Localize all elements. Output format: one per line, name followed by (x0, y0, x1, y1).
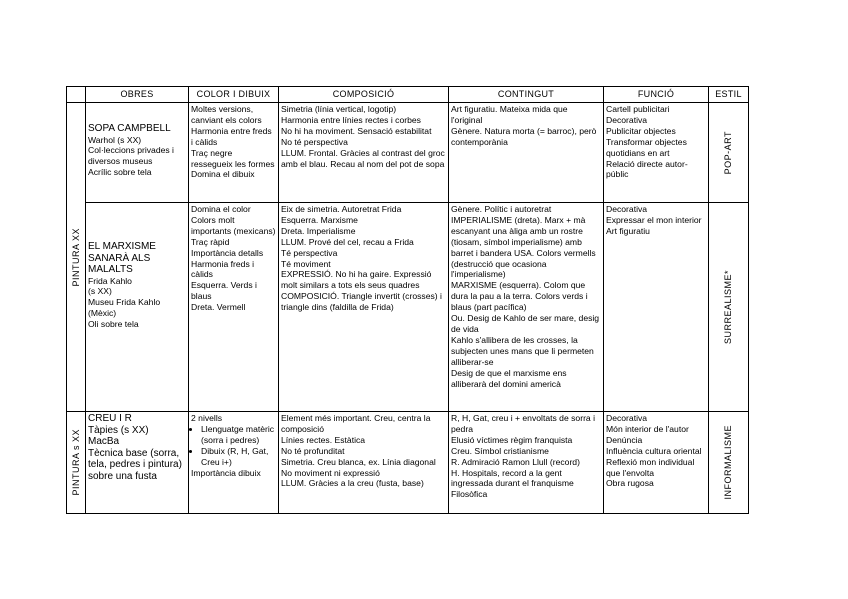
estil-cell (709, 203, 749, 412)
funcio-cell (604, 203, 709, 412)
text-line: Esquerra. Verds i blaus (191, 280, 257, 302)
text-line: Relació directe autor-públic (606, 158, 688, 180)
header-row (67, 87, 749, 103)
composicio-cell (279, 103, 449, 203)
text-line: Obra rugosa (606, 478, 654, 489)
estil-label: SURREALISME* (723, 269, 734, 345)
text-line: Gènere. Natura morta (= barroc), però contemporània (451, 125, 597, 147)
text-line: Art figuratiu (606, 225, 650, 236)
text-line: 2 nivells (191, 413, 223, 423)
text-line: Influència cultura oriental (606, 445, 702, 456)
table-row (67, 412, 749, 514)
text-line: Traç ràpid (191, 236, 230, 247)
contingut-cell (449, 203, 604, 412)
text-line: IMPERIALISME (dreta). Marx + mà escanyant una àliga amb un rostre (tiosam, símbol imperialisme) amb barret i bandera USA. Colors vermells (destrucció que ocasiona l'imperialisme) (451, 214, 596, 280)
text-line: Dreta. Vermell (191, 302, 246, 313)
table-row (67, 203, 749, 412)
funcio-cell (604, 103, 709, 203)
text-line: Línies rectes. Estàtica (281, 434, 366, 445)
text-line: Publicitar objectes (606, 125, 676, 136)
text-line: Té moviment (281, 258, 331, 269)
text-line: Cartell publicitari (606, 104, 670, 114)
artwork-author: Frida Kahlo (88, 275, 132, 286)
color-cell (189, 203, 279, 412)
text-line: H. Hospitals, record a la gent ingressada durant el franquisme (451, 467, 574, 489)
text-line: Ou. Desig de Kahlo de ser mare, desig de vida (451, 313, 600, 334)
text-line: No té perspectiva (281, 136, 348, 147)
text-line: Simetria. Creu blanca, ex. Línia diagonal (281, 456, 436, 467)
text-line: LLUM. Prové del cel, recau a Frida (281, 236, 414, 247)
text-line: Harmonia entre línies rectes i corbes (281, 114, 421, 125)
text-line: Colors molt importants (mexicans) (191, 214, 276, 236)
text-line: Denúncia (606, 434, 643, 445)
artwork-technique: Tècnica base (sorra, tela, pedres i pintura) sobre una fusta (88, 447, 182, 482)
list-item: • Dibuix (R, H, Gat, Creu i+) (201, 446, 276, 468)
header-estil: ESTIL (709, 87, 749, 103)
group-label: PINTURA XX (70, 227, 81, 287)
estil-cell (709, 103, 749, 203)
artwork-author: Warhol (s XX) (88, 134, 142, 145)
text-line: Moltes versions, canviant els colors (191, 104, 262, 125)
color-list (191, 424, 276, 468)
composicio-cell (279, 412, 449, 514)
estil-cell (709, 412, 749, 514)
group-label-cell (67, 103, 86, 412)
text-line: Desig de que el marxisme ens alliberarà del domini americà (451, 367, 567, 389)
text-line: Importància detalls (191, 247, 264, 258)
text-line: Esquerra. Marxisme (281, 214, 358, 225)
text-line: Traç negre ressegueix les formes (191, 147, 275, 169)
text-line: Món interior de l'autor (606, 423, 689, 434)
artwork-technique: Oli sobre tela (88, 319, 139, 330)
group-label-cell (67, 412, 86, 514)
group-label: PINTURA s XX (70, 429, 81, 496)
obres-cell (86, 103, 189, 203)
header-composicio: COMPOSICIÓ (279, 87, 449, 103)
contingut-cell (449, 412, 604, 514)
text-line: No hi ha moviment. Sensació estabilitat (281, 125, 432, 136)
estil-label: INFORMALISME (723, 425, 734, 500)
text-line: Harmonia entre freds i càlids (191, 125, 272, 147)
text-line: LLUM. Gràcies a la creu (fusta, base) (281, 478, 424, 489)
comparison-table (66, 86, 749, 514)
color-cell (189, 103, 279, 203)
text-line: LLUM. Frontal. Gràcies al contrast del groc amb el blau. Recau al nom del pot de sopa (281, 147, 445, 169)
text-line: Domina el dibuix (191, 169, 255, 180)
text-line: Reflexió mon individual que l'envolta (606, 456, 695, 478)
text-line: Element més important. Creu, centra la composició (281, 413, 431, 434)
text-line: Decorativa (606, 413, 648, 423)
estil-label: POP-ART (723, 130, 734, 175)
artwork-title: CREU I R (88, 413, 132, 424)
artwork-technique: Acrílic sobre tela (88, 167, 152, 178)
text-line: R. Admiració Ramon Llull (record) (451, 456, 580, 467)
header-obres: OBRES (86, 87, 189, 103)
table-row (67, 103, 749, 203)
artwork-date: (s XX) (88, 286, 112, 297)
text-line: MARXISME (esquerra). Colom que dura la pau a la terra. Colors verds i blaus (part pacífica) (451, 280, 588, 313)
artwork-title: EL MARXISME SANARÀ ALS MALALTS (88, 241, 156, 275)
obres-cell (86, 203, 189, 412)
color-cell (189, 412, 279, 514)
header-color: COLOR I DIBUIX (189, 87, 279, 103)
text-line: Transformar objectes quotidians en art (606, 136, 687, 158)
text-line: Filosòfica (451, 489, 488, 500)
text-line: R, H, Gat, creu i + envoltats de sorra i pedra (451, 413, 596, 434)
text-line: Dreta. Imperialisme (281, 225, 356, 236)
text-line: COMPOSICIÓ. Triangle invertit (crosses) i triangle dins (faldilla de Frida) (281, 291, 442, 313)
text-line: EXPRESSIÓ. No hi ha gaire. Expressió molt similars a tots els seus quadres (281, 269, 432, 291)
text-line: Kahlo s'allibera de les crosses, la subjecten unes mans que li permeten alliberar-se (451, 334, 594, 367)
text-line: Expressar el mon interior (606, 214, 702, 225)
text-line: Harmonia freds i càlids (191, 258, 255, 280)
text-line: Decorativa (606, 204, 648, 214)
text-line: Importància dibuix (191, 467, 261, 478)
header-empty (67, 87, 86, 103)
artwork-location: Museu Frida Kahlo (Mèxic) (88, 297, 161, 319)
funcio-cell (604, 412, 709, 514)
header-contingut: CONTINGUT (449, 87, 604, 103)
text-line: No té profunditat (281, 445, 345, 456)
composicio-cell (279, 203, 449, 412)
text-line: Simetria (línia vertical, logotip) (281, 104, 397, 114)
text-line: Domina el color (191, 204, 251, 214)
artwork-location: MacBa (88, 436, 120, 447)
text-line: Art figuratiu. Mateixa mida que l'original (451, 104, 568, 125)
artwork-author: Tàpies (s XX) (88, 424, 149, 436)
obres-cell (86, 412, 189, 514)
text-line: Decorativa (606, 114, 648, 125)
text-line: Eix de simetria. Autoretrat Frida (281, 204, 402, 214)
text-line: Elusió víctimes règim franquista (451, 434, 573, 445)
contingut-cell (449, 103, 604, 203)
artwork-title: SOPA CAMPBELL (88, 123, 171, 134)
text-line: Creu. Símbol cristianisme (451, 445, 549, 456)
header-funcio: FUNCIÓ (604, 87, 709, 103)
text-line: No moviment ni expressió (281, 467, 380, 478)
artwork-location: Col·leccions privades i diversos museus (88, 145, 174, 167)
text-line: Té perspectiva (281, 247, 338, 258)
list-item: • Llenguatge matèric (sorra i pedres) (201, 424, 276, 446)
text-line: Gènere. Polític i autoretrat (451, 204, 552, 214)
